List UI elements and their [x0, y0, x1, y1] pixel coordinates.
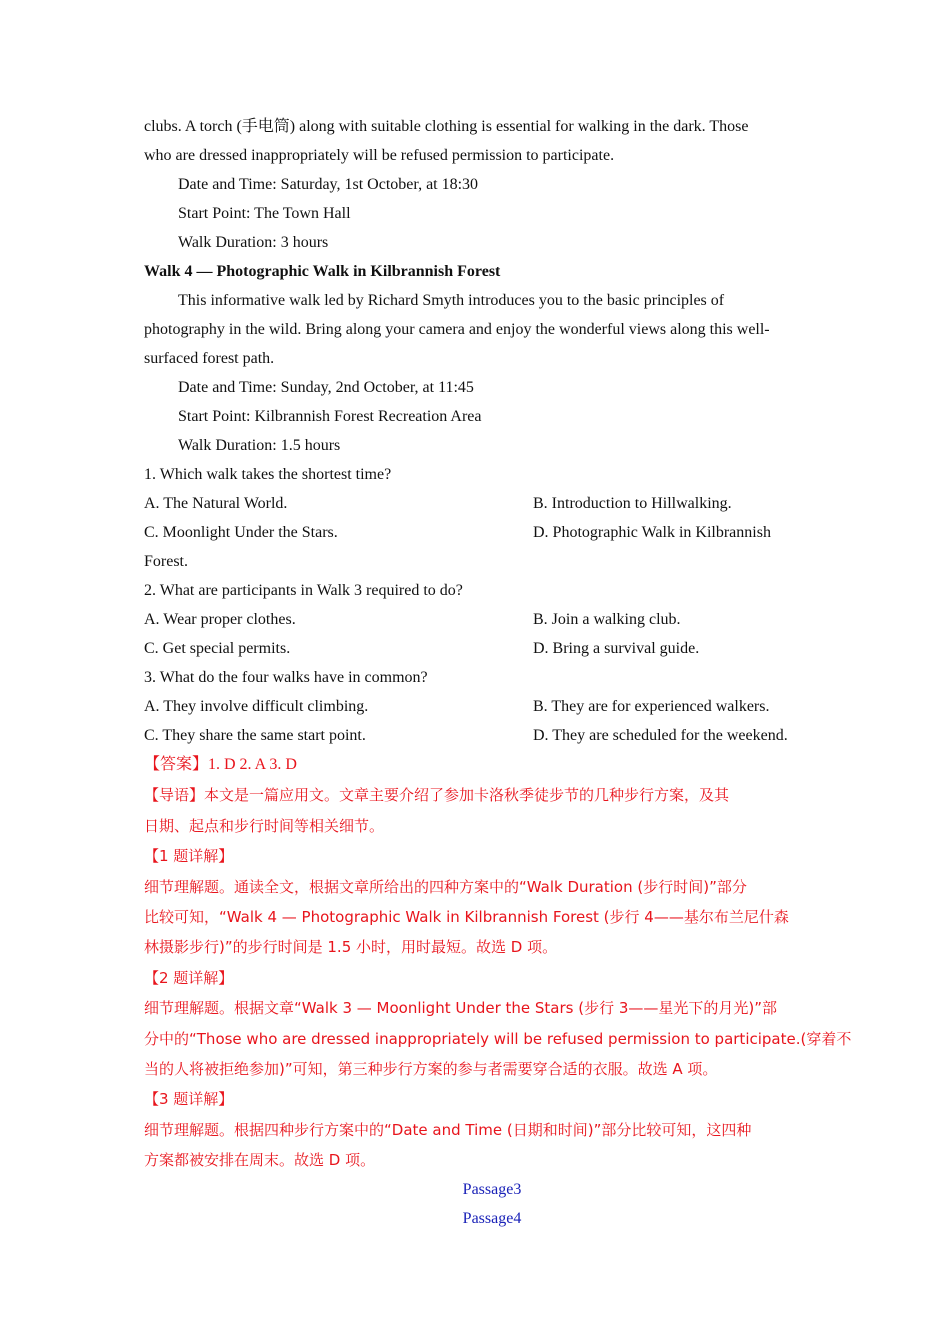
passage3-link[interactable]: Passage3 [462, 1181, 522, 1199]
option-a: A. Wear proper clothes. [144, 611, 296, 628]
options-row [144, 518, 808, 547]
option-d: D. They are scheduled for the weekend. [533, 727, 788, 744]
q1-detail-heading: 【1 题详解】 [144, 847, 234, 866]
option-d: D. Photographic Walk in Kilbrannish [533, 524, 771, 541]
q3-detail-line: 细节理解题。根据四种步行方案中的“Date and Time (日期和时间)”部分比较可知，这四种 [144, 1120, 752, 1139]
q2-detail-line: 分中的“Those who are dressed inappropriately will be refused permission to participate.(穿着不 [144, 1029, 852, 1048]
walk4-duration: Walk Duration: 1.5 hours [178, 437, 341, 454]
options-row [144, 634, 808, 663]
walk4-start-point: Start Point: Kilbrannish Forest Recreation Area [178, 408, 482, 425]
option-a: A. The Natural World. [144, 495, 288, 512]
options-row [144, 605, 808, 634]
q2-detail-heading: 【2 题详解】 [144, 968, 234, 987]
option-c: C. Moonlight Under the Stars. [144, 524, 338, 541]
option-a: A. They involve difficult climbing. [144, 698, 369, 715]
walk3-section [144, 112, 808, 257]
answer-key: 【答案】1. D 2. A 3. D [144, 756, 297, 773]
answer-explanation [144, 750, 852, 1175]
option-b: B. Join a walking club. [533, 611, 681, 628]
option-d-continued: Forest. [144, 553, 188, 570]
q1-detail-line: 比较可知，“Walk 4 — Photographic Walk in Kilbrannish Forest (步行 4——基尔布兰尼什森 [144, 907, 789, 926]
walk4-date-time: Date and Time: Sunday, 2nd October, at 11:45 [178, 379, 474, 396]
walk4-paragraph-line: This informative walk led by Richard Smyth introduces you to the basic principles of [178, 292, 725, 309]
option-b: B. They are for experienced walkers. [533, 698, 770, 715]
walk3-duration: Walk Duration: 3 hours [178, 234, 329, 251]
question-3 [144, 663, 808, 750]
document-page [144, 112, 852, 1233]
walk4-paragraph-line: photography in the wild. Bring along your camera and enjoy the wonderful views along this well- [144, 321, 770, 338]
options-row [144, 489, 808, 518]
question-stem: 3. What do the four walks have in common? [144, 669, 428, 686]
q3-detail-heading: 【3 题详解】 [144, 1090, 234, 1109]
walk4-title: Walk 4 — Photographic Walk in Kilbrannish Forest [144, 263, 501, 280]
walk3-paragraph-line: clubs. A torch (手电筒) along with suitable clothing is essential for walking in the dark. Those [144, 118, 749, 135]
q2-detail-line: 当的人将被拒绝参加)”可知，第三种步行方案的参与者需要穿合适的衣服。故选 A 项。 [144, 1059, 718, 1078]
q1-detail-line: 林摄影步行)”的步行时间是 1.5 小时，用时最短。故选 D 项。 [144, 938, 558, 957]
walk3-start-point: Start Point: The Town Hall [178, 205, 351, 222]
q3-detail-line: 方案都被安排在周末。故选 D 项。 [144, 1151, 376, 1170]
passage4-link[interactable]: Passage4 [462, 1210, 522, 1228]
option-c: C. Get special permits. [144, 640, 291, 657]
walk3-date-time: Date and Time: Saturday, 1st October, at 18:30 [178, 176, 479, 193]
walk3-paragraph-line: who are dressed inappropriately will be refused permission to participate. [144, 147, 615, 164]
options-row [144, 692, 808, 721]
walk4-section [144, 257, 808, 460]
passage-links [144, 1175, 808, 1233]
guide-line: 日期、起点和步行时间等相关细节。 [144, 816, 385, 835]
question-stem: 2. What are participants in Walk 3 required to do? [144, 582, 463, 599]
option-b: B. Introduction to Hillwalking. [533, 495, 732, 512]
guide-line: 【导语】本文是一篇应用文。文章主要介绍了参加卡洛秋季徒步节的几种步行方案，及其 [144, 786, 730, 805]
question-1 [144, 460, 808, 576]
option-c: C. They share the same start point. [144, 727, 366, 744]
question-2 [144, 576, 808, 663]
options-row [144, 721, 808, 750]
question-stem: 1. Which walk takes the shortest time? [144, 466, 392, 483]
q2-detail-line: 细节理解题。根据文章“Walk 3 — Moonlight Under the Stars (步行 3——星光下的月光)”部 [144, 999, 778, 1018]
walk4-paragraph-line: surfaced forest path. [144, 350, 275, 367]
q1-detail-line: 细节理解题。通读全文，根据文章所给出的四种方案中的“Walk Duration (步行时间)”部分 [144, 877, 747, 896]
option-d: D. Bring a survival guide. [533, 640, 700, 657]
